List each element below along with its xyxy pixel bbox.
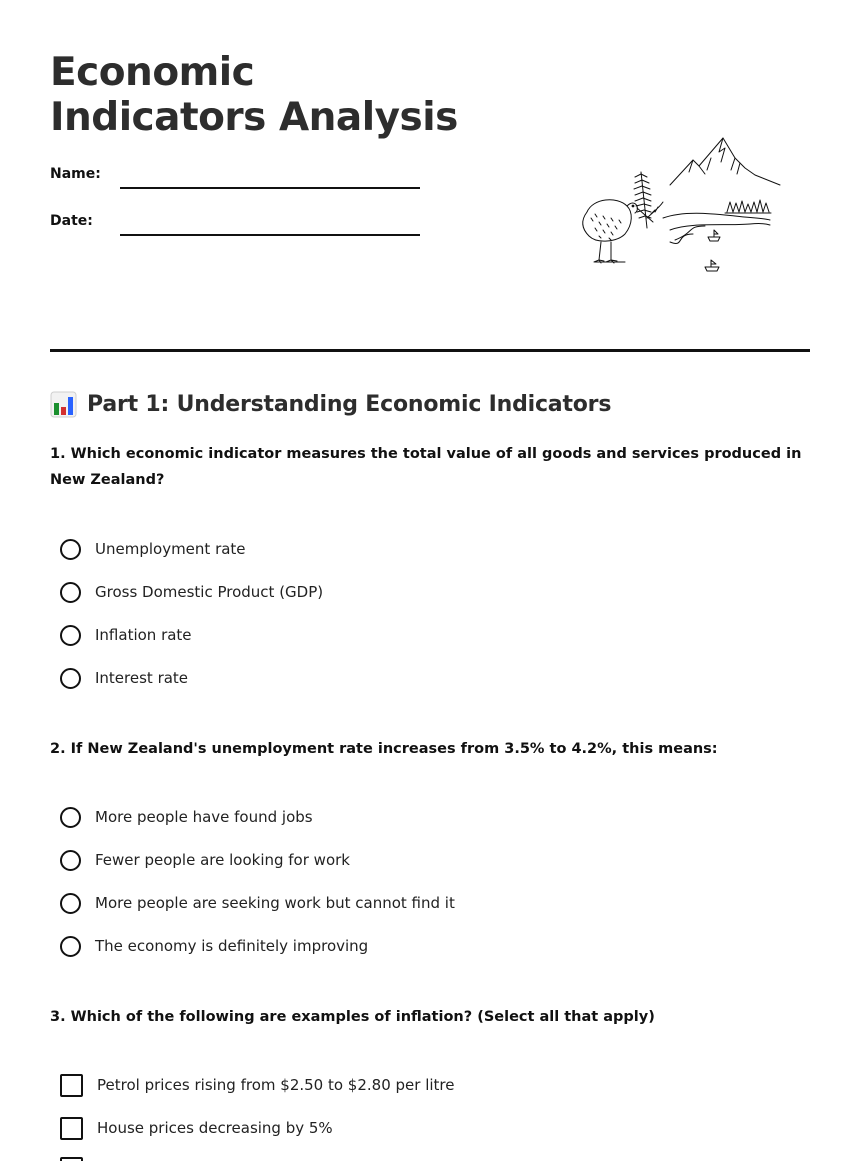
option-label: More people are seeking work but cannot find it <box>95 894 455 912</box>
date-field-line[interactable] <box>120 234 420 236</box>
option-label: Unemployment rate <box>95 540 246 558</box>
option-label: Fewer people are looking for work <box>95 851 350 869</box>
option-label: Gross Domestic Product (GDP) <box>95 583 324 601</box>
section-heading <box>50 388 611 420</box>
option-label: House prices decreasing by 5% <box>97 1119 333 1137</box>
question-1-text: 1. Which economic indicator measures the total value of all goods and services produced in New Zealand? <box>50 446 802 488</box>
option-label: Inflation rate <box>95 626 192 644</box>
radio-button[interactable] <box>60 893 81 914</box>
q3-option-2[interactable] <box>60 1115 333 1141</box>
radio-button[interactable] <box>60 582 81 603</box>
radio-button[interactable] <box>60 668 81 689</box>
name-label: Name: <box>50 166 101 182</box>
option-label: More people have found jobs <box>95 808 313 826</box>
worksheet-title: Economic Indicators Analysis <box>50 50 458 140</box>
checkbox[interactable] <box>60 1074 83 1097</box>
radio-button[interactable] <box>60 807 81 828</box>
q1-option-3[interactable] <box>60 622 192 648</box>
q1-option-2[interactable] <box>60 579 323 605</box>
radio-button[interactable] <box>60 539 81 560</box>
option-label: Interest rate <box>95 669 189 687</box>
radio-button[interactable] <box>60 850 81 871</box>
q1-option-1[interactable] <box>60 536 246 562</box>
option-label: The economy is definitely improving <box>95 937 369 955</box>
q3-option-1[interactable] <box>60 1072 455 1098</box>
q1-option-4[interactable] <box>60 665 188 691</box>
checkbox[interactable] <box>60 1157 83 1161</box>
q3-option-3-partial[interactable] <box>60 1157 83 1161</box>
checkbox[interactable] <box>60 1117 83 1140</box>
radio-button[interactable] <box>60 936 81 957</box>
radio-button[interactable] <box>60 625 81 646</box>
option-label: Petrol prices rising from $2.50 to $2.80 per litre <box>97 1076 455 1094</box>
q2-option-1[interactable] <box>60 804 313 830</box>
kiwi-landscape-illustration <box>575 130 785 280</box>
q2-option-3[interactable] <box>60 890 455 916</box>
section-title: Part 1: Understanding Economic Indicators <box>87 391 612 417</box>
question-2-text: 2. If New Zealand's unemployment rate increases from 3.5% to 4.2%, this means: <box>50 741 718 757</box>
question-3-text: 3. Which of the following are examples of inflation? (Select all that apply) <box>50 1009 655 1025</box>
q2-option-4[interactable] <box>60 933 368 959</box>
date-label: Date: <box>50 213 93 229</box>
bar-chart-icon <box>50 391 77 418</box>
header-divider <box>50 349 810 352</box>
name-field-line[interactable] <box>120 187 420 189</box>
q2-option-2[interactable] <box>60 847 350 873</box>
